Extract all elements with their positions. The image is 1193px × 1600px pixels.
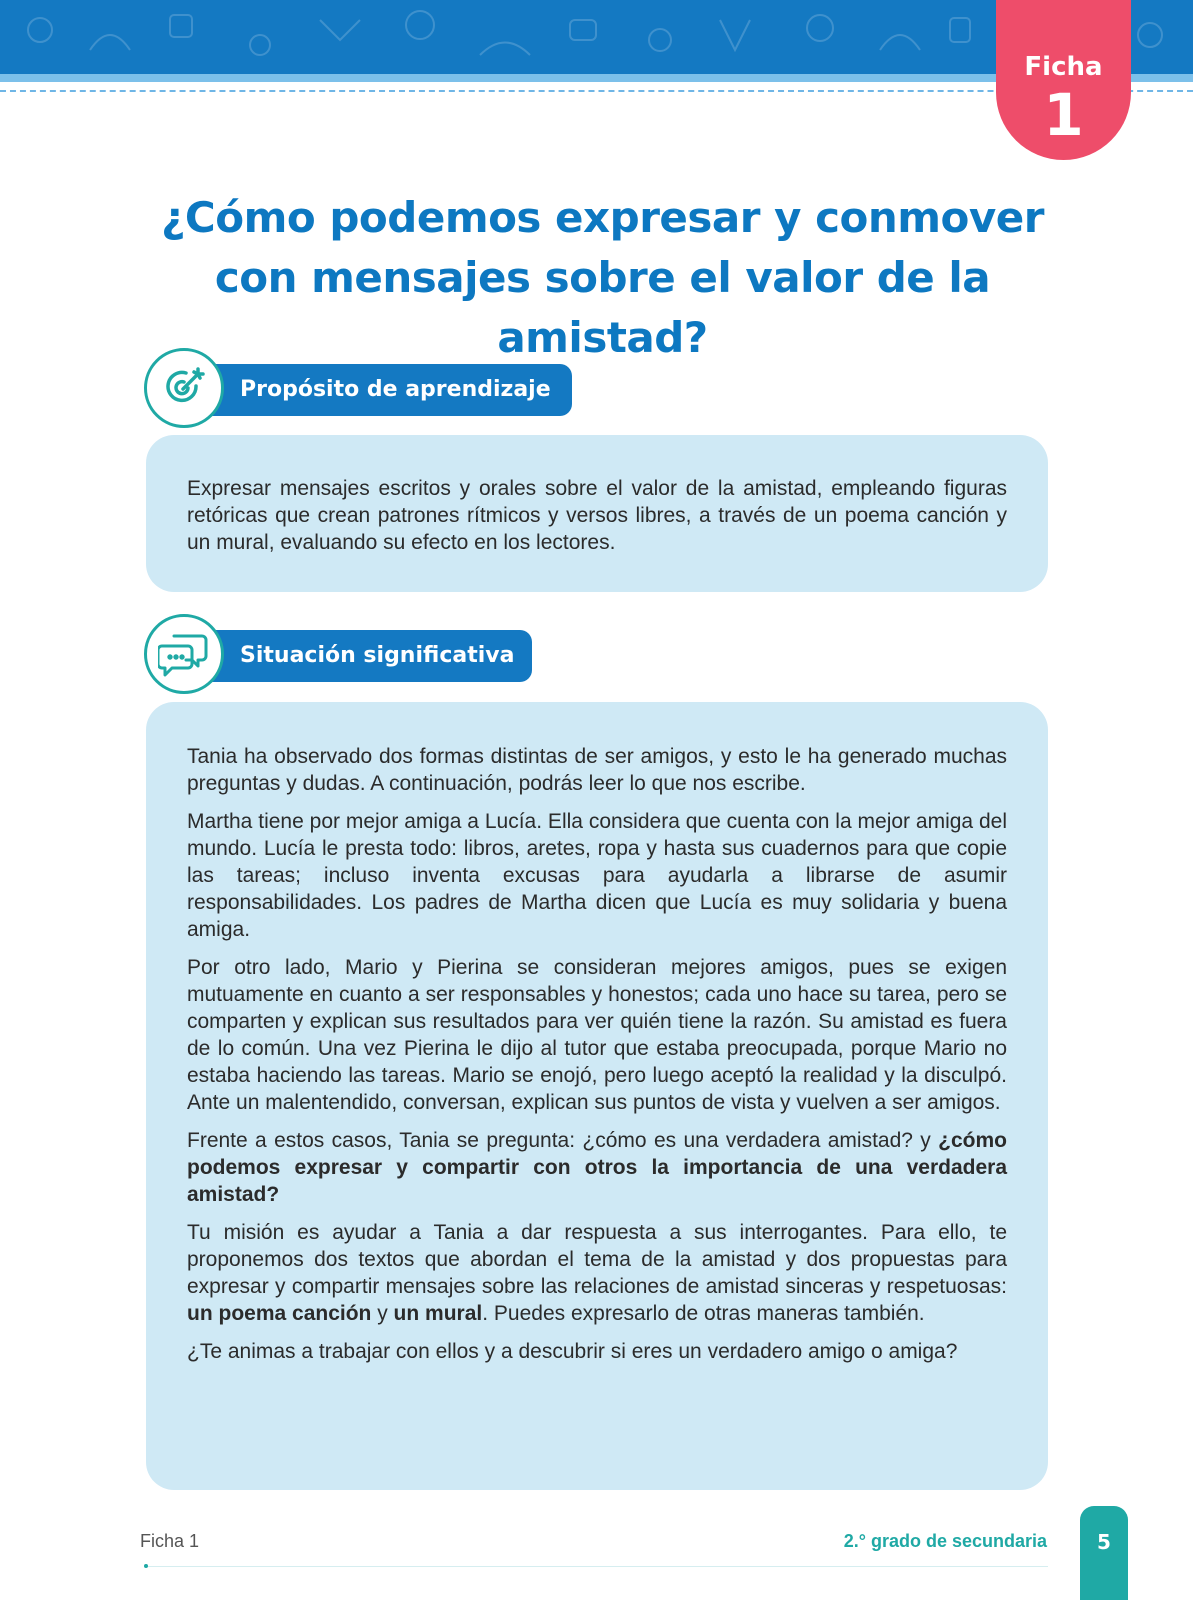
situacion-paragraph-4: [187, 1127, 1007, 1208]
p5-mural-bold: un mural: [393, 1302, 483, 1325]
footer-grade: 2.° grado de secundaria: [843, 1531, 1047, 1551]
page-title: ¿Cómo podemos expresar y conmover con mensajes sobre el valor de la amistad?: [161, 193, 1044, 362]
situacion-paragraph-5: [187, 1219, 1007, 1327]
situacion-box: [146, 702, 1048, 1490]
situacion-heading: Situación significativa: [204, 630, 532, 682]
situacion-paragraph-1: Tania ha observado dos formas distintas de ser amigos, y esto le ha generado muchas preguntas y dudas. A continuación, podrás leer lo que nos escribe.: [187, 745, 1007, 795]
page-number: 5: [1080, 1506, 1128, 1600]
situacion-paragraph-2: Martha tiene por mejor amiga a Lucía. Ella considera que cuenta con la mejor amiga del mundo. Lucía le presta todo: libros, aretes, ropa y hasta sus cuadernos para que copie las tareas; incluso inventa excusas para ayudarla a librarse de asumir responsabilidades. Los padres de Martha dicen que Lucía es muy solidaria y buena amiga.: [187, 810, 1007, 941]
p5-poema-bold: un poema canción: [187, 1302, 372, 1325]
proposito-header: [144, 348, 574, 428]
situacion-header: [144, 614, 544, 694]
proposito-box: [146, 435, 1048, 592]
target-arrow-icon: [144, 348, 224, 428]
footer-ficha: Ficha 1: [140, 1531, 200, 1551]
ficha-number: 1: [1043, 81, 1084, 149]
p5-text-e: . Puedes expresarlo de otras maneras también.: [482, 1302, 925, 1325]
situacion-paragraph-6: ¿Te animas a trabajar con ellos y a descubrir si eres un verdadero amigo o amiga?: [187, 1340, 958, 1363]
p5-text-c: y: [371, 1302, 394, 1325]
p4-text: Frente a estos casos, Tania se pregunta: ¿cómo es una verdadera amistad? y: [187, 1129, 939, 1152]
p5-text-a: Tu misión es ayudar a Tania a dar respuesta a sus interrogantes. Para ello, te proponemos dos textos que abordan el tema de la amistad y dos propuestas para expresar y compartir mensajes sobre las relaciones de amistad sinceras y respetuosas:: [187, 1221, 1007, 1298]
footer-divider: [146, 1566, 1048, 1567]
situacion-paragraph-3: Por otro lado, Mario y Pierina se consideran mejores amigos, pues se exigen mutuamente en cuanto a ser responsables y honestos; cada uno hace su tarea, pero se comparten y explican sus resultados para ver quién tiene la razón. Su amistad es fuera de lo común. Una vez Pierina le dijo al tutor que estaba preocupada, porque Mario no estaba haciendo las tareas. Mario se enojó, pero luego aceptó la realidad y la disculpó. Ante un malentendido, conversan, explican sus puntos de vista y vuelven a ser amigos.: [187, 956, 1007, 1114]
chat-bubbles-icon: [144, 614, 224, 694]
footer-dot: [144, 1564, 148, 1568]
p4-question-bold: ¿cómo podemos expresar y compartir con otros la importancia de una verdadera amistad?: [187, 1129, 1007, 1206]
proposito-text: Expresar mensajes escritos y orales sobre el valor de la amistad, empleando figuras retóricas que crean patrones rítmicos y versos libres, a través de un poema canción y un mural, evaluando su efecto en los lectores.: [187, 477, 1007, 554]
ficha-label: Ficha: [1024, 52, 1103, 82]
proposito-heading: Propósito de aprendizaje: [204, 364, 572, 416]
ficha-badge: [996, 0, 1131, 160]
